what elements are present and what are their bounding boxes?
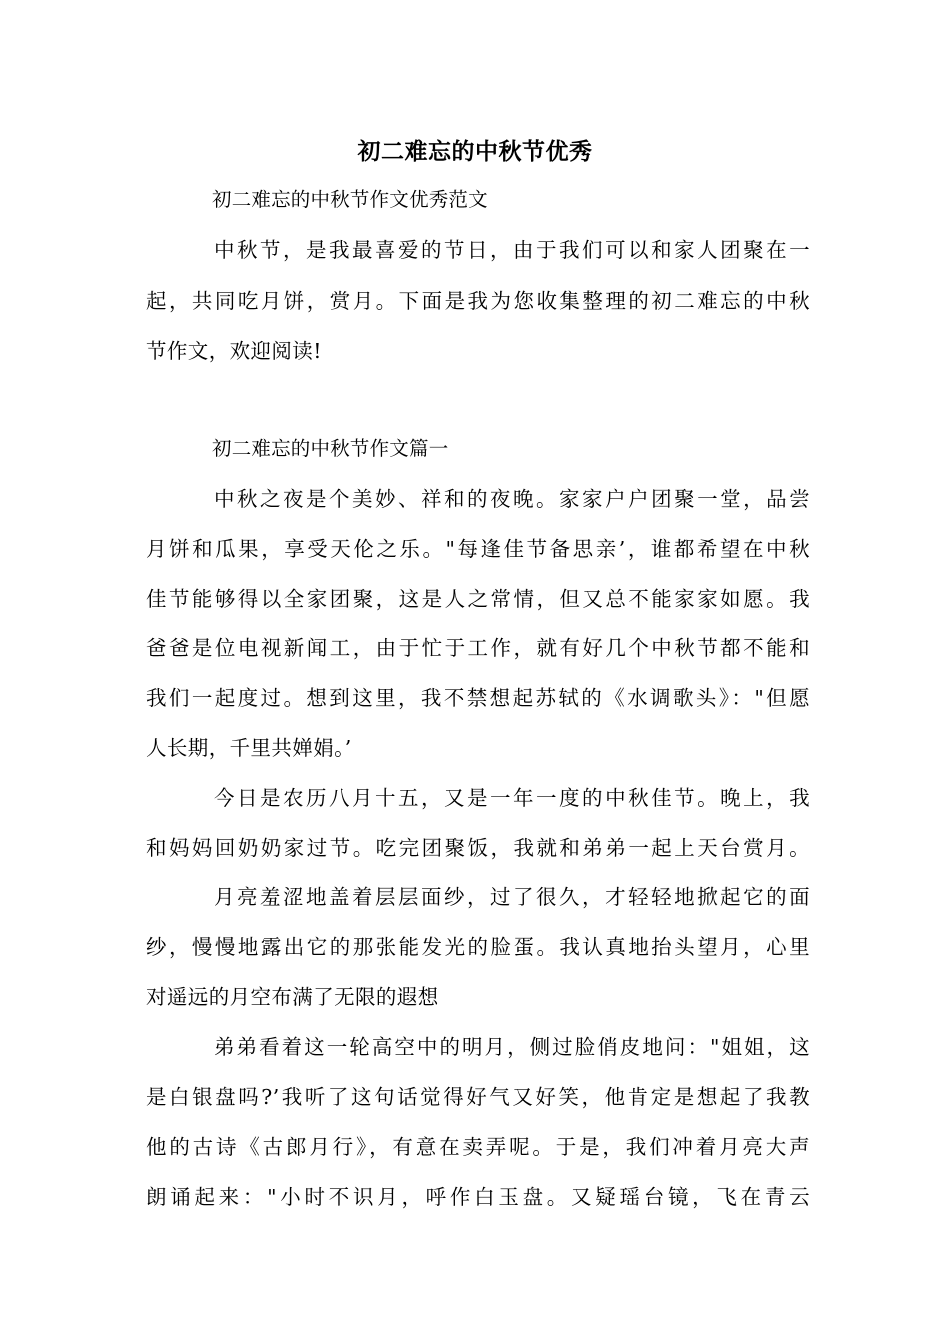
paragraph-line: 月亮羞涩地盖着层层面纱，过了很久，才轻轻地掀起它的面: [214, 885, 810, 909]
paragraph-line: 他的古诗《古郎月行》，有意在卖弄呢。于是，我们冲着月亮大声: [146, 1135, 810, 1159]
paragraph-line: 中秋节，是我最喜爱的节日，由于我们可以和家人团聚在一: [214, 238, 810, 262]
section-heading: 初二难忘的中秋节作文篇一: [212, 437, 449, 460]
paragraph-line: 对遥远的月空布满了无限的遐想: [146, 985, 439, 1009]
paragraph-line: 爸爸是位电视新闻工，由于忙于工作，就有好几个中秋节都不能和: [146, 636, 810, 660]
paragraph-line: 今日是农历八月十五，又是一年一度的中秋佳节。晚上，我: [214, 786, 810, 810]
paragraph-line: 起，共同吃月饼，赏月。下面是我为您收集整理的初二难忘的中秋: [146, 289, 810, 313]
paragraph-line: 佳节能够得以全家团聚，这是人之常情，但又总不能家家如愿。我: [146, 587, 810, 611]
paragraph-line: 弟弟看着这一轮高空中的明月，侧过脸俏皮地问："姐姐，这: [214, 1035, 810, 1059]
subtitle-line: 初二难忘的中秋节作文优秀范文: [212, 188, 488, 211]
paragraph-line: 是白银盘吗?’我听了这句话觉得好气又好笑，他肯定是想起了我教: [146, 1085, 810, 1109]
document-title: 初二难忘的中秋节优秀: [357, 138, 593, 165]
paragraph-line: 人长期，千里共婵娟。’: [146, 736, 352, 760]
paragraph-line: 中秋之夜是个美妙、祥和的夜晚。家家户户团聚一堂，品尝: [214, 487, 810, 511]
paragraph-line: 和妈妈回奶奶家过节。吃完团聚饭，我就和弟弟一起上天台赏月。: [146, 836, 810, 860]
paragraph-line: 纱，慢慢地露出它的那张能发光的脸蛋。我认真地抬头望月，心里: [146, 935, 810, 959]
paragraph-line: 月饼和瓜果，享受天伦之乐。"每逢佳节备思亲’，谁都希望在中秋: [146, 537, 810, 561]
paragraph-line: 节作文，欢迎阅读!: [146, 339, 322, 363]
paragraph-line: 朗诵起来："小时不识月，呼作白玉盘。又疑瑶台镜，飞在青云: [146, 1185, 810, 1209]
paragraph-line: 我们一起度过。想到这里，我不禁想起苏轼的《水调歌头》："但愿: [146, 686, 810, 710]
